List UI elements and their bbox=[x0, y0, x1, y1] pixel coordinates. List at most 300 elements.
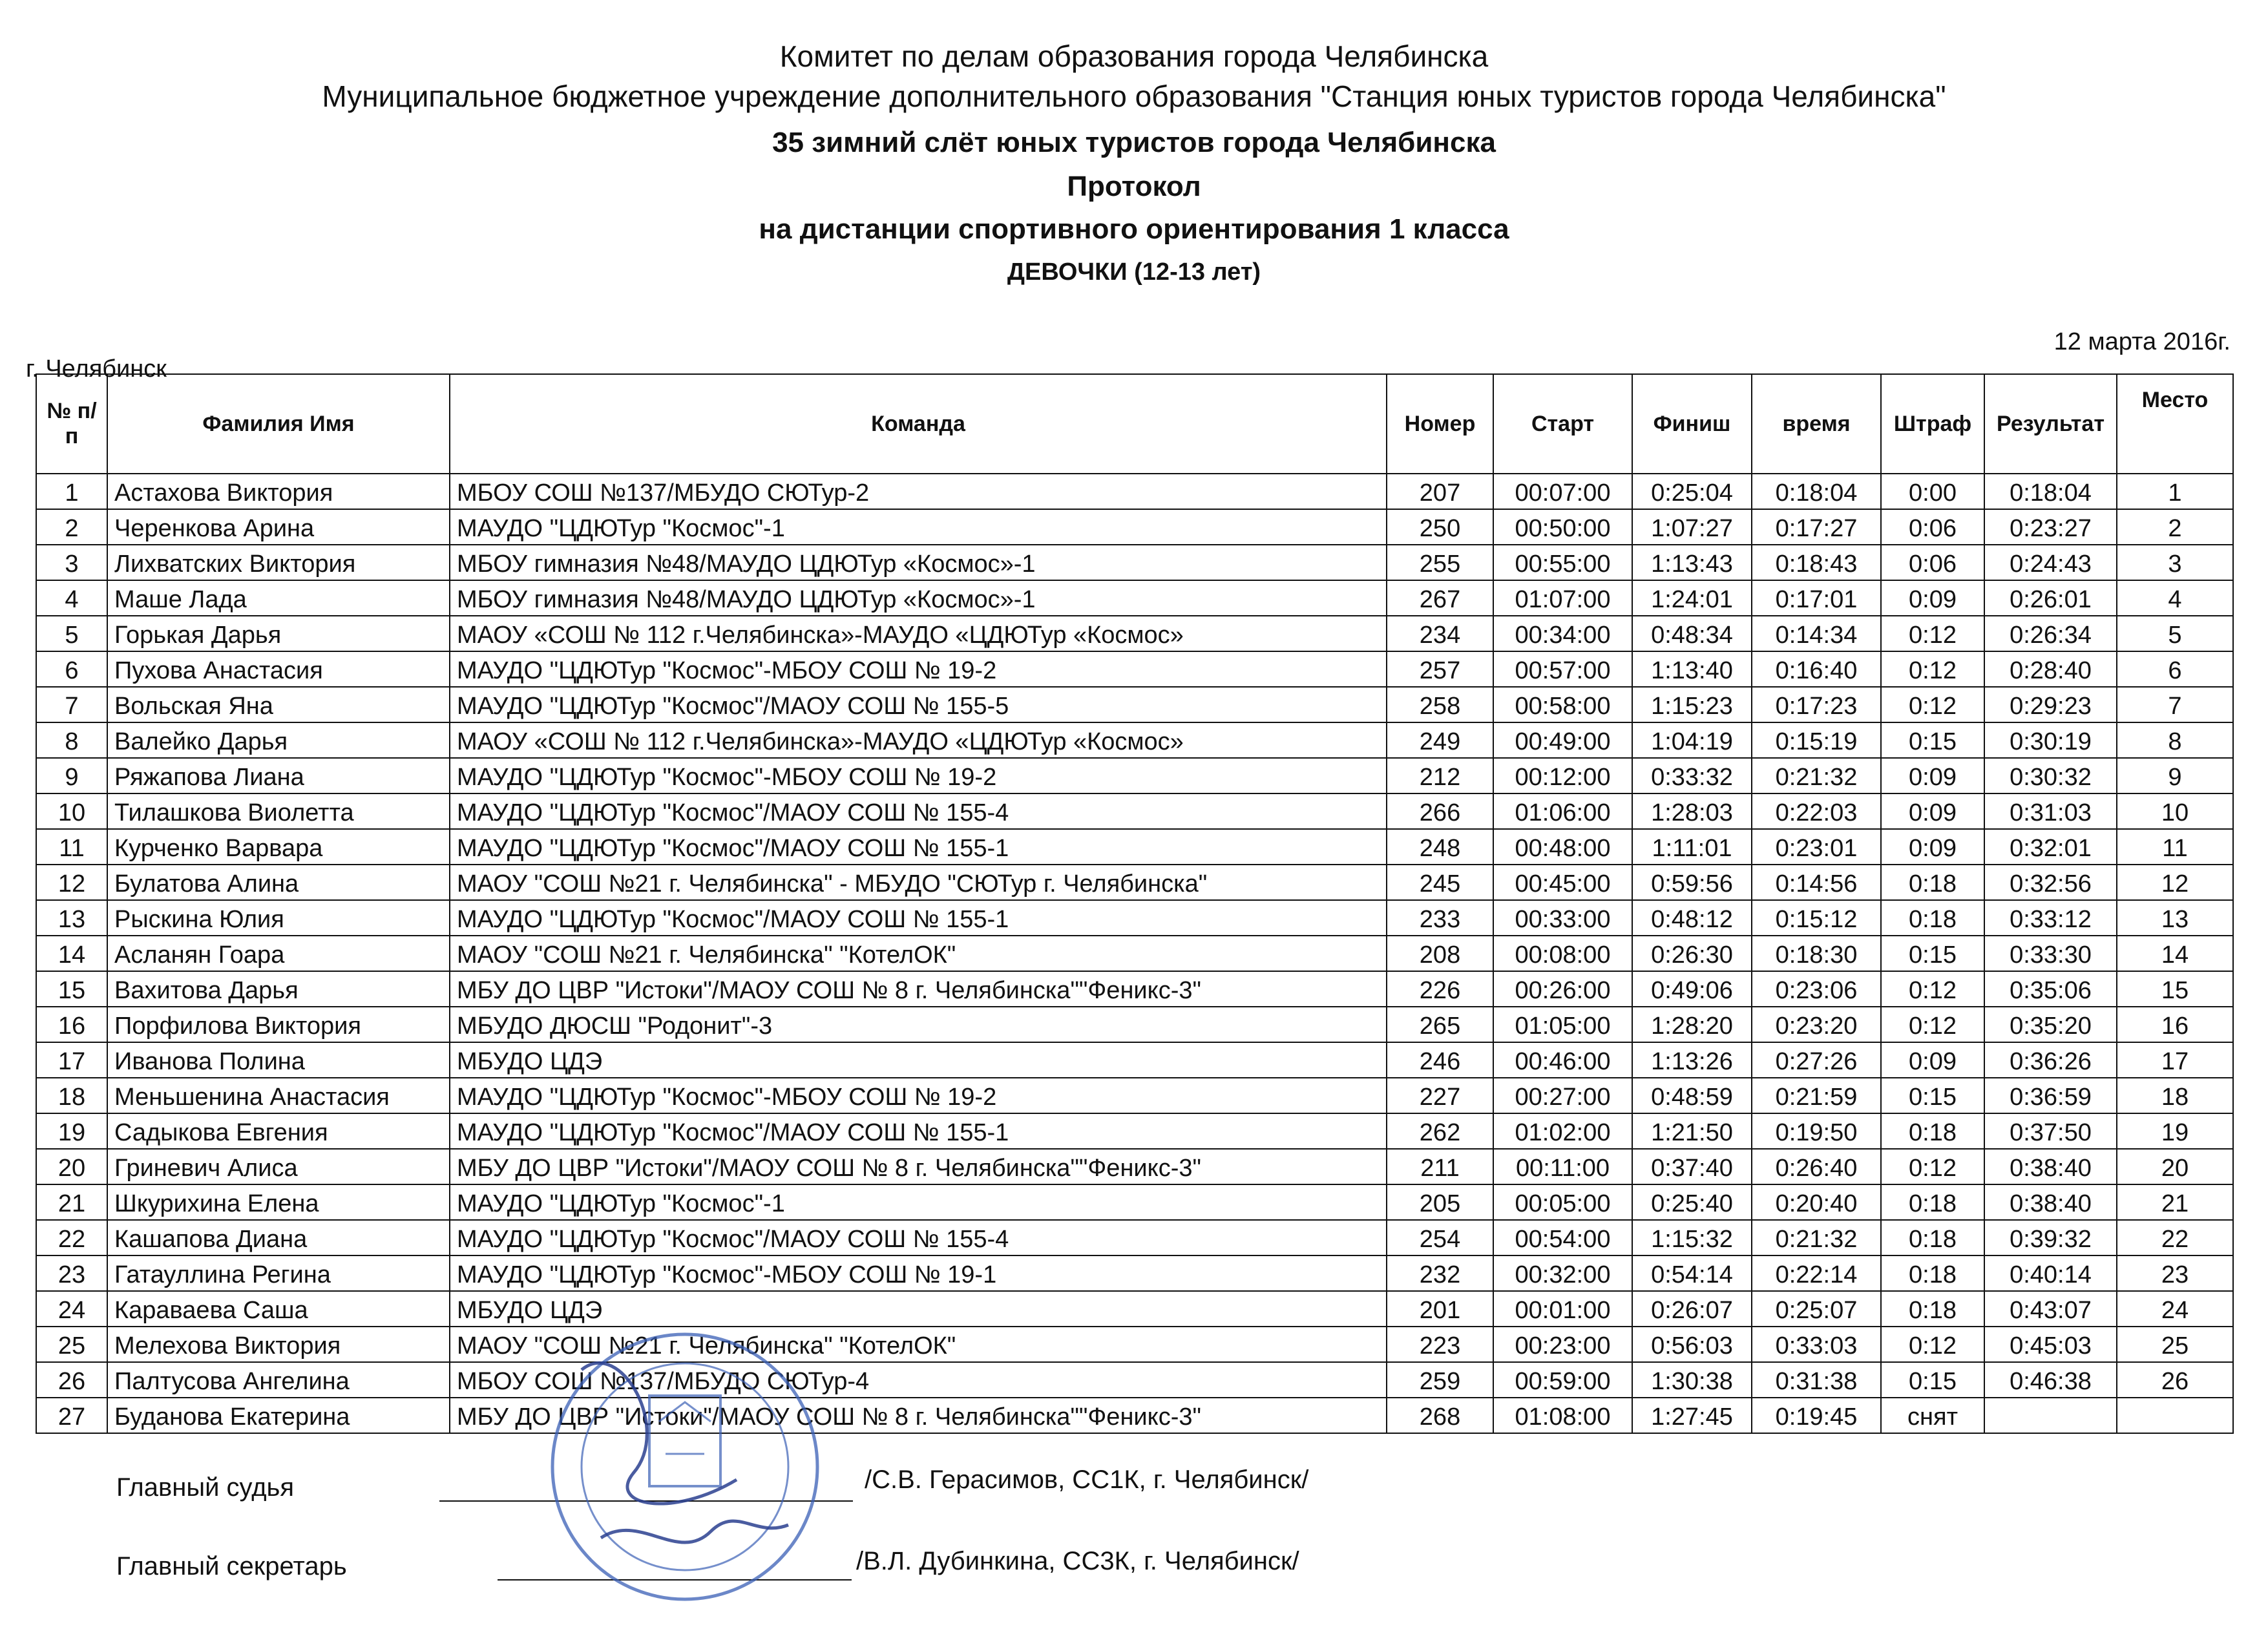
start-time-cell: 01:07:00 bbox=[1493, 580, 1632, 616]
row-num-cell: 9 bbox=[36, 758, 107, 793]
row-num-cell: 1 bbox=[36, 474, 107, 509]
row-num-cell: 24 bbox=[36, 1291, 107, 1327]
athlete-name-cell: Пухова Анастасия bbox=[107, 651, 450, 687]
table-row bbox=[36, 865, 2233, 900]
finish-time-cell: 1:13:26 bbox=[1632, 1042, 1752, 1078]
penalty-time-cell: 0:15 bbox=[1881, 1078, 1984, 1113]
row-num-cell: 7 bbox=[36, 687, 107, 722]
result-time-cell: 0:33:30 bbox=[1984, 936, 2117, 971]
course-time-cell: 0:23:01 bbox=[1752, 829, 1881, 865]
course-time-cell: 0:19:45 bbox=[1752, 1398, 1881, 1433]
place-cell: 4 bbox=[2117, 580, 2233, 616]
org-line-1: Комитет по делам образования города Челябинска bbox=[779, 39, 1489, 73]
result-time-cell: 0:23:27 bbox=[1984, 509, 2117, 545]
place-cell: 13 bbox=[2117, 900, 2233, 936]
table-row bbox=[36, 509, 2233, 545]
table-row bbox=[36, 1184, 2233, 1220]
bib-number-cell: 258 bbox=[1387, 687, 1493, 722]
result-time-cell: 0:45:03 bbox=[1984, 1327, 2117, 1362]
start-time-cell: 00:59:00 bbox=[1493, 1362, 1632, 1398]
row-num-cell: 12 bbox=[36, 865, 107, 900]
row-num-cell: 8 bbox=[36, 722, 107, 758]
table-row bbox=[36, 722, 2233, 758]
row-num-cell: 11 bbox=[36, 829, 107, 865]
row-num-cell: 23 bbox=[36, 1255, 107, 1291]
place-cell: 12 bbox=[2117, 865, 2233, 900]
table-row bbox=[36, 1291, 2233, 1327]
place-cell: 2 bbox=[2117, 509, 2233, 545]
row-num-cell: 25 bbox=[36, 1327, 107, 1362]
table-row bbox=[36, 1327, 2233, 1362]
age-group: ДЕВОЧКИ (12-13 лет) bbox=[1007, 258, 1261, 286]
team-name-cell: МАУДО "ЦДЮТур "Космос"-1 bbox=[450, 1184, 1387, 1220]
bib-number-cell: 207 bbox=[1387, 474, 1493, 509]
header-name: Фамилия Имя bbox=[107, 374, 450, 474]
penalty-time-cell: 0:12 bbox=[1881, 651, 1984, 687]
row-num-cell: 2 bbox=[36, 509, 107, 545]
header-num: № п/п bbox=[36, 374, 107, 474]
result-time-cell: 0:37:50 bbox=[1984, 1113, 2117, 1149]
bib-number-cell: 268 bbox=[1387, 1398, 1493, 1433]
document-title: Протокол bbox=[1067, 171, 1201, 202]
bib-number-cell: 259 bbox=[1387, 1362, 1493, 1398]
table-row bbox=[36, 971, 2233, 1007]
start-time-cell: 00:46:00 bbox=[1493, 1042, 1632, 1078]
team-name-cell: МАУДО "ЦДЮТур "Космос"/МАОУ СОШ № 155-4 bbox=[450, 793, 1387, 829]
place-cell: 24 bbox=[2117, 1291, 2233, 1327]
results-table bbox=[36, 373, 2234, 1434]
athlete-name-cell: Буданова Екатерина bbox=[107, 1398, 450, 1433]
penalty-time-cell: 0:09 bbox=[1881, 758, 1984, 793]
bib-number-cell: 232 bbox=[1387, 1255, 1493, 1291]
header-result: Результат bbox=[1984, 374, 2117, 474]
course-time-cell: 0:16:40 bbox=[1752, 651, 1881, 687]
place-cell: 14 bbox=[2117, 936, 2233, 971]
result-time-cell: 0:32:01 bbox=[1984, 829, 2117, 865]
athlete-name-cell: Мелехова Виктория bbox=[107, 1327, 450, 1362]
course-time-cell: 0:26:40 bbox=[1752, 1149, 1881, 1184]
team-name-cell: МБОУ гимназия №48/МАУДО ЦДЮТур «Космос»-1 bbox=[450, 545, 1387, 580]
finish-time-cell: 1:07:27 bbox=[1632, 509, 1752, 545]
start-time-cell: 00:55:00 bbox=[1493, 545, 1632, 580]
athlete-name-cell: Рыскина Юлия bbox=[107, 900, 450, 936]
course-time-cell: 0:14:56 bbox=[1752, 865, 1881, 900]
finish-time-cell: 0:48:34 bbox=[1632, 616, 1752, 651]
results-body bbox=[36, 474, 2233, 1433]
result-time-cell: 0:40:14 bbox=[1984, 1255, 2117, 1291]
result-time-cell: 0:35:06 bbox=[1984, 971, 2117, 1007]
place-cell: 16 bbox=[2117, 1007, 2233, 1042]
table-row bbox=[36, 1149, 2233, 1184]
team-name-cell: МАУДО "ЦДЮТур "Космос"/МАОУ СОШ № 155-1 bbox=[450, 1113, 1387, 1149]
place-cell: 7 bbox=[2117, 687, 2233, 722]
place-cell bbox=[2117, 1398, 2233, 1433]
team-name-cell: МАУДО "ЦДЮТур "Космос"-1 bbox=[450, 509, 1387, 545]
finish-time-cell: 0:56:03 bbox=[1632, 1327, 1752, 1362]
athlete-name-cell: Булатова Алина bbox=[107, 865, 450, 900]
athlete-name-cell: Гриневич Алиса bbox=[107, 1149, 450, 1184]
athlete-name-cell: Вольская Яна bbox=[107, 687, 450, 722]
team-name-cell: МАУДО "ЦДЮТур "Космос"-МБОУ СОШ № 19-2 bbox=[450, 758, 1387, 793]
course-time-cell: 0:23:06 bbox=[1752, 971, 1881, 1007]
table-row bbox=[36, 936, 2233, 971]
bib-number-cell: 267 bbox=[1387, 580, 1493, 616]
table-row bbox=[36, 1113, 2233, 1149]
penalty-time-cell: снят bbox=[1881, 1398, 1984, 1433]
team-name-cell: МАОУ «СОШ № 112 г.Челябинска»-МАУДО «ЦДЮТур «Космос» bbox=[450, 722, 1387, 758]
penalty-time-cell: 0:18 bbox=[1881, 900, 1984, 936]
penalty-time-cell: 0:12 bbox=[1881, 971, 1984, 1007]
place-cell: 17 bbox=[2117, 1042, 2233, 1078]
place-cell: 6 bbox=[2117, 651, 2233, 687]
org-line-2: Муниципальное бюджетное учреждение дополнительного образования "Станция юных туристов города Челябинска" bbox=[322, 79, 1946, 113]
bib-number-cell: 227 bbox=[1387, 1078, 1493, 1113]
start-time-cell: 00:08:00 bbox=[1493, 936, 1632, 971]
place-cell: 23 bbox=[2117, 1255, 2233, 1291]
result-time-cell bbox=[1984, 1398, 2117, 1433]
start-time-cell: 01:08:00 bbox=[1493, 1398, 1632, 1433]
start-time-cell: 00:12:00 bbox=[1493, 758, 1632, 793]
penalty-time-cell: 0:00 bbox=[1881, 474, 1984, 509]
athlete-name-cell: Ряжапова Лиана bbox=[107, 758, 450, 793]
place-cell: 3 bbox=[2117, 545, 2233, 580]
penalty-time-cell: 0:18 bbox=[1881, 1220, 1984, 1255]
bib-number-cell: 223 bbox=[1387, 1327, 1493, 1362]
header-time: время bbox=[1752, 374, 1881, 474]
place-cell: 15 bbox=[2117, 971, 2233, 1007]
row-num-cell: 27 bbox=[36, 1398, 107, 1433]
header-start: Старт bbox=[1493, 374, 1632, 474]
course-time-cell: 0:18:30 bbox=[1752, 936, 1881, 971]
result-time-cell: 0:38:40 bbox=[1984, 1184, 2117, 1220]
bib-number-cell: 248 bbox=[1387, 829, 1493, 865]
course-time-cell: 0:33:03 bbox=[1752, 1327, 1881, 1362]
penalty-time-cell: 0:09 bbox=[1881, 1042, 1984, 1078]
penalty-time-cell: 0:12 bbox=[1881, 1327, 1984, 1362]
secretary-role: Главный секретарь bbox=[116, 1552, 347, 1581]
finish-time-cell: 1:13:43 bbox=[1632, 545, 1752, 580]
penalty-time-cell: 0:18 bbox=[1881, 1184, 1984, 1220]
row-num-cell: 10 bbox=[36, 793, 107, 829]
finish-time-cell: 1:28:03 bbox=[1632, 793, 1752, 829]
row-num-cell: 14 bbox=[36, 936, 107, 971]
finish-time-cell: 0:54:14 bbox=[1632, 1255, 1752, 1291]
finish-time-cell: 0:26:30 bbox=[1632, 936, 1752, 971]
course-time-cell: 0:17:01 bbox=[1752, 580, 1881, 616]
row-num-cell: 22 bbox=[36, 1220, 107, 1255]
course-time-cell: 0:17:23 bbox=[1752, 687, 1881, 722]
finish-time-cell: 1:11:01 bbox=[1632, 829, 1752, 865]
table-row bbox=[36, 1078, 2233, 1113]
result-time-cell: 0:43:07 bbox=[1984, 1291, 2117, 1327]
athlete-name-cell: Гатауллина Регина bbox=[107, 1255, 450, 1291]
course-time-cell: 0:22:03 bbox=[1752, 793, 1881, 829]
team-name-cell: МБОУ СОШ №137/МБУДО СЮТур-2 bbox=[450, 474, 1387, 509]
row-num-cell: 13 bbox=[36, 900, 107, 936]
course-time-cell: 0:14:34 bbox=[1752, 616, 1881, 651]
finish-time-cell: 1:04:19 bbox=[1632, 722, 1752, 758]
row-num-cell: 17 bbox=[36, 1042, 107, 1078]
place-cell: 18 bbox=[2117, 1078, 2233, 1113]
result-time-cell: 0:36:59 bbox=[1984, 1078, 2117, 1113]
table-row bbox=[36, 1398, 2233, 1433]
course-time-cell: 0:19:50 bbox=[1752, 1113, 1881, 1149]
result-time-cell: 0:26:01 bbox=[1984, 580, 2117, 616]
penalty-time-cell: 0:12 bbox=[1881, 1007, 1984, 1042]
city-label: г. Челябинск bbox=[26, 355, 167, 383]
penalty-time-cell: 0:15 bbox=[1881, 936, 1984, 971]
penalty-time-cell: 0:15 bbox=[1881, 1362, 1984, 1398]
header-row bbox=[36, 374, 2233, 474]
course-time-cell: 0:21:59 bbox=[1752, 1078, 1881, 1113]
course-time-cell: 0:25:07 bbox=[1752, 1291, 1881, 1327]
table-row bbox=[36, 1220, 2233, 1255]
team-name-cell: МАУДО "ЦДЮТур "Космос"-МБОУ СОШ № 19-1 bbox=[450, 1255, 1387, 1291]
bib-number-cell: 211 bbox=[1387, 1149, 1493, 1184]
header-place: Место bbox=[2117, 374, 2233, 474]
penalty-time-cell: 0:06 bbox=[1881, 509, 1984, 545]
start-time-cell: 00:57:00 bbox=[1493, 651, 1632, 687]
course-time-cell: 0:21:32 bbox=[1752, 758, 1881, 793]
team-name-cell: МАОУ "СОШ №21 г. Челябинска" - МБУДО "СЮТур г. Челябинска" bbox=[450, 865, 1387, 900]
team-name-cell: МБУ ДО ЦВР "Истоки"/МАОУ СОШ № 8 г. Челябинска""Феникс-3" bbox=[450, 971, 1387, 1007]
athlete-name-cell: Горькая Дарья bbox=[107, 616, 450, 651]
team-name-cell: МАУДО "ЦДЮТур "Космос"/МАОУ СОШ № 155-1 bbox=[450, 829, 1387, 865]
start-time-cell: 00:01:00 bbox=[1493, 1291, 1632, 1327]
result-time-cell: 0:26:34 bbox=[1984, 616, 2117, 651]
table-row bbox=[36, 1007, 2233, 1042]
team-name-cell: МАУДО "ЦДЮТур "Космос"-МБОУ СОШ № 19-2 bbox=[450, 1078, 1387, 1113]
header-finish: Финиш bbox=[1632, 374, 1752, 474]
finish-time-cell: 0:48:12 bbox=[1632, 900, 1752, 936]
penalty-time-cell: 0:18 bbox=[1881, 1113, 1984, 1149]
bib-number-cell: 249 bbox=[1387, 722, 1493, 758]
team-name-cell: МАУДО "ЦДЮТур "Космос"/МАОУ СОШ № 155-4 bbox=[450, 1220, 1387, 1255]
date-label: 12 марта 2016г. bbox=[2053, 328, 2231, 355]
finish-time-cell: 1:21:50 bbox=[1632, 1113, 1752, 1149]
course-time-cell: 0:15:12 bbox=[1752, 900, 1881, 936]
athlete-name-cell: Караваева Саша bbox=[107, 1291, 450, 1327]
bib-number-cell: 250 bbox=[1387, 509, 1493, 545]
row-num-cell: 15 bbox=[36, 971, 107, 1007]
finish-time-cell: 0:25:04 bbox=[1632, 474, 1752, 509]
place-cell: 26 bbox=[2117, 1362, 2233, 1398]
header-team: Команда bbox=[450, 374, 1387, 474]
course-time-cell: 0:15:19 bbox=[1752, 722, 1881, 758]
start-time-cell: 00:49:00 bbox=[1493, 722, 1632, 758]
finish-time-cell: 0:25:40 bbox=[1632, 1184, 1752, 1220]
penalty-time-cell: 0:18 bbox=[1881, 1255, 1984, 1291]
event-title: 35 зимний слёт юных туристов города Челябинска bbox=[772, 127, 1496, 158]
table-row bbox=[36, 758, 2233, 793]
header-penalty: Штраф bbox=[1881, 374, 1984, 474]
team-name-cell: МАУДО "ЦДЮТур "Космос"-МБОУ СОШ № 19-2 bbox=[450, 651, 1387, 687]
place-cell: 21 bbox=[2117, 1184, 2233, 1220]
course-time-cell: 0:22:14 bbox=[1752, 1255, 1881, 1291]
result-time-cell: 0:32:56 bbox=[1984, 865, 2117, 900]
row-num-cell: 4 bbox=[36, 580, 107, 616]
finish-time-cell: 0:59:56 bbox=[1632, 865, 1752, 900]
bib-number-cell: 212 bbox=[1387, 758, 1493, 793]
start-time-cell: 00:50:00 bbox=[1493, 509, 1632, 545]
finish-time-cell: 1:30:38 bbox=[1632, 1362, 1752, 1398]
result-time-cell: 0:39:32 bbox=[1984, 1220, 2117, 1255]
start-time-cell: 01:06:00 bbox=[1493, 793, 1632, 829]
penalty-time-cell: 0:09 bbox=[1881, 580, 1984, 616]
start-time-cell: 00:27:00 bbox=[1493, 1078, 1632, 1113]
team-name-cell: МБУ ДО ЦВР "Истоки"/МАОУ СОШ № 8 г. Челябинска""Феникс-3" bbox=[450, 1398, 1387, 1433]
athlete-name-cell: Шкурихина Елена bbox=[107, 1184, 450, 1220]
finish-time-cell: 1:24:01 bbox=[1632, 580, 1752, 616]
row-num-cell: 6 bbox=[36, 651, 107, 687]
judge-name: /С.В. Герасимов, СС1К, г. Челябинск/ bbox=[865, 1465, 1309, 1494]
penalty-time-cell: 0:15 bbox=[1881, 722, 1984, 758]
bib-number-cell: 254 bbox=[1387, 1220, 1493, 1255]
athlete-name-cell: Садыкова Евгения bbox=[107, 1113, 450, 1149]
athlete-name-cell: Кашапова Диана bbox=[107, 1220, 450, 1255]
start-time-cell: 00:26:00 bbox=[1493, 971, 1632, 1007]
row-num-cell: 26 bbox=[36, 1362, 107, 1398]
table-row bbox=[36, 1362, 2233, 1398]
place-cell: 8 bbox=[2117, 722, 2233, 758]
team-name-cell: МАУДО "ЦДЮТур "Космос"/МАОУ СОШ № 155-1 bbox=[450, 900, 1387, 936]
start-time-cell: 00:05:00 bbox=[1493, 1184, 1632, 1220]
start-time-cell: 00:34:00 bbox=[1493, 616, 1632, 651]
secretary-name: /В.Л. Дубинкина, СС3К, г. Челябинск/ bbox=[856, 1547, 1299, 1575]
result-time-cell: 0:29:23 bbox=[1984, 687, 2117, 722]
table-row bbox=[36, 793, 2233, 829]
penalty-time-cell: 0:18 bbox=[1881, 865, 1984, 900]
athlete-name-cell: Асланян Гоара bbox=[107, 936, 450, 971]
table-row bbox=[36, 616, 2233, 651]
bib-number-cell: 201 bbox=[1387, 1291, 1493, 1327]
start-time-cell: 00:07:00 bbox=[1493, 474, 1632, 509]
result-time-cell: 0:28:40 bbox=[1984, 651, 2117, 687]
course-time-cell: 0:27:26 bbox=[1752, 1042, 1881, 1078]
bib-number-cell: 257 bbox=[1387, 651, 1493, 687]
penalty-time-cell: 0:12 bbox=[1881, 616, 1984, 651]
place-cell: 10 bbox=[2117, 793, 2233, 829]
athlete-name-cell: Валейко Дарья bbox=[107, 722, 450, 758]
bib-number-cell: 205 bbox=[1387, 1184, 1493, 1220]
athlete-name-cell: Вахитова Дарья bbox=[107, 971, 450, 1007]
course-time-cell: 0:18:43 bbox=[1752, 545, 1881, 580]
penalty-time-cell: 0:12 bbox=[1881, 1149, 1984, 1184]
result-time-cell: 0:46:38 bbox=[1984, 1362, 2117, 1398]
row-num-cell: 16 bbox=[36, 1007, 107, 1042]
place-cell: 11 bbox=[2117, 829, 2233, 865]
place-cell: 5 bbox=[2117, 616, 2233, 651]
result-time-cell: 0:30:19 bbox=[1984, 722, 2117, 758]
athlete-name-cell: Астахова Виктория bbox=[107, 474, 450, 509]
result-time-cell: 0:38:40 bbox=[1984, 1149, 2117, 1184]
athlete-name-cell: Порфилова Виктория bbox=[107, 1007, 450, 1042]
row-num-cell: 20 bbox=[36, 1149, 107, 1184]
team-name-cell: МАОУ "СОШ №21 г. Челябинска" "КотелОК" bbox=[450, 936, 1387, 971]
athlete-name-cell: Иванова Полина bbox=[107, 1042, 450, 1078]
place-cell: 19 bbox=[2117, 1113, 2233, 1149]
penalty-time-cell: 0:09 bbox=[1881, 829, 1984, 865]
bib-number-cell: 266 bbox=[1387, 793, 1493, 829]
team-name-cell: МБОУ гимназия №48/МАУДО ЦДЮТур «Космос»-1 bbox=[450, 580, 1387, 616]
row-num-cell: 3 bbox=[36, 545, 107, 580]
course-time-cell: 0:31:38 bbox=[1752, 1362, 1881, 1398]
athlete-name-cell: Лихватских Виктория bbox=[107, 545, 450, 580]
place-cell: 22 bbox=[2117, 1220, 2233, 1255]
table-row bbox=[36, 829, 2233, 865]
bib-number-cell: 262 bbox=[1387, 1113, 1493, 1149]
bib-number-cell: 226 bbox=[1387, 971, 1493, 1007]
finish-time-cell: 0:48:59 bbox=[1632, 1078, 1752, 1113]
result-time-cell: 0:18:04 bbox=[1984, 474, 2117, 509]
start-time-cell: 00:48:00 bbox=[1493, 829, 1632, 865]
athlete-name-cell: Меньшенина Анастасия bbox=[107, 1078, 450, 1113]
team-name-cell: МАУДО "ЦДЮТур "Космос"/МАОУ СОШ № 155-5 bbox=[450, 687, 1387, 722]
start-time-cell: 00:58:00 bbox=[1493, 687, 1632, 722]
athlete-name-cell: Тилашкова Виолетта bbox=[107, 793, 450, 829]
penalty-time-cell: 0:12 bbox=[1881, 687, 1984, 722]
place-cell: 20 bbox=[2117, 1149, 2233, 1184]
penalty-time-cell: 0:09 bbox=[1881, 793, 1984, 829]
team-name-cell: МБУ ДО ЦВР "Истоки"/МАОУ СОШ № 8 г. Челябинска""Феникс-3" bbox=[450, 1149, 1387, 1184]
judge-role: Главный судья bbox=[116, 1473, 295, 1502]
bib-number-cell: 265 bbox=[1387, 1007, 1493, 1042]
team-name-cell: МАОУ "СОШ №21 г. Челябинска" "КотелОК" bbox=[450, 1327, 1387, 1362]
place-cell: 1 bbox=[2117, 474, 2233, 509]
start-time-cell: 01:05:00 bbox=[1493, 1007, 1632, 1042]
bib-number-cell: 245 bbox=[1387, 865, 1493, 900]
finish-time-cell: 0:37:40 bbox=[1632, 1149, 1752, 1184]
table-row bbox=[36, 1255, 2233, 1291]
course-time-cell: 0:23:20 bbox=[1752, 1007, 1881, 1042]
header-bib: Номер bbox=[1387, 374, 1493, 474]
table-row bbox=[36, 474, 2233, 509]
result-time-cell: 0:30:32 bbox=[1984, 758, 2117, 793]
place-cell: 25 bbox=[2117, 1327, 2233, 1362]
finish-time-cell: 1:27:45 bbox=[1632, 1398, 1752, 1433]
team-name-cell: МБУДО ЦДЭ bbox=[450, 1042, 1387, 1078]
team-name-cell: МБОУ СОШ №137/МБУДО СЮТур-4 bbox=[450, 1362, 1387, 1398]
finish-time-cell: 1:15:32 bbox=[1632, 1220, 1752, 1255]
result-time-cell: 0:24:43 bbox=[1984, 545, 2117, 580]
bib-number-cell: 208 bbox=[1387, 936, 1493, 971]
start-time-cell: 00:45:00 bbox=[1493, 865, 1632, 900]
finish-time-cell: 0:49:06 bbox=[1632, 971, 1752, 1007]
table-row bbox=[36, 651, 2233, 687]
bib-number-cell: 255 bbox=[1387, 545, 1493, 580]
team-name-cell: МАОУ «СОШ № 112 г.Челябинска»-МАУДО «ЦДЮТур «Космос» bbox=[450, 616, 1387, 651]
athlete-name-cell: Курченко Варвара bbox=[107, 829, 450, 865]
course-time-cell: 0:20:40 bbox=[1752, 1184, 1881, 1220]
result-time-cell: 0:35:20 bbox=[1984, 1007, 2117, 1042]
course-time-cell: 0:18:04 bbox=[1752, 474, 1881, 509]
result-time-cell: 0:31:03 bbox=[1984, 793, 2117, 829]
team-name-cell: МБУДО ДЮСШ "Родонит"-3 bbox=[450, 1007, 1387, 1042]
penalty-time-cell: 0:06 bbox=[1881, 545, 1984, 580]
course-time-cell: 0:21:32 bbox=[1752, 1220, 1881, 1255]
athlete-name-cell: Палтусова Ангелина bbox=[107, 1362, 450, 1398]
row-num-cell: 19 bbox=[36, 1113, 107, 1149]
table-row bbox=[36, 900, 2233, 936]
finish-time-cell: 0:26:07 bbox=[1632, 1291, 1752, 1327]
table-row bbox=[36, 545, 2233, 580]
athlete-name-cell: Черенкова Арина bbox=[107, 509, 450, 545]
bib-number-cell: 246 bbox=[1387, 1042, 1493, 1078]
athlete-name-cell: Маше Лада bbox=[107, 580, 450, 616]
row-num-cell: 21 bbox=[36, 1184, 107, 1220]
course-time-cell: 0:17:27 bbox=[1752, 509, 1881, 545]
table-row bbox=[36, 687, 2233, 722]
